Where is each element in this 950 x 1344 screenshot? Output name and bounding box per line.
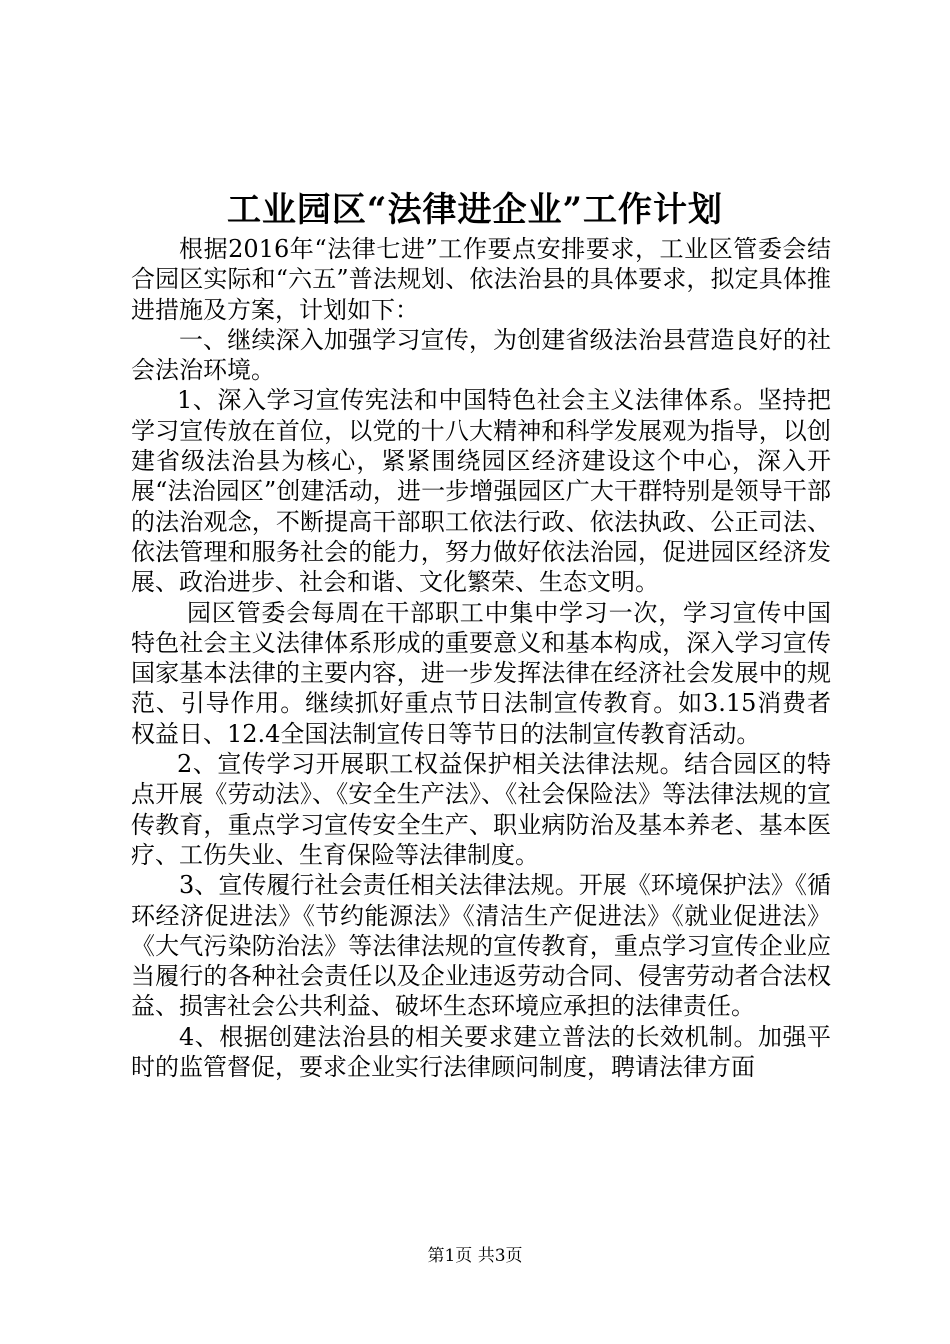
document-title: 工业园区“法律进企业”工作计划 [226,190,724,230]
paragraph-item-4: 4、根据创建法治县的相关要求建立普法的长效机制。加强平时的监管督促，要求企业实行法律顾问制度，聘请法律方面 [131,1022,831,1082]
paragraph-intro: 根据2016年“法律七进”工作要点安排要求，工业区管委会结合园区实际和“六五”普法规划、依法治县的具体要求，拟定具体推进措施及方案，计划如下： [131,235,831,324]
document-body [131,234,831,1082]
paragraph-item-3: 3、宣传履行社会责任相关法律法规。开展《环境保护法》《循环经济促进法》《节约能源法》《清洁生产促进法》《就业促进法》《大气污染防治法》等法律法规的宣传教育，重点学习宣传企业应当履行的各种社会责任以及企业违返劳动合同、侵害劳动者合法权益、损害社会公共利益、破坏生态环境应承担的法律责任。 [131,871,831,1021]
paragraph-weekly-study: 园区管委会每周在干部职工中集中学习一次，学习宣传中国特色社会主义法律体系形成的重要意义和基本构成，深入学习宣传国家基本法律的主要内容，进一步发挥法律在经济社会发展中的规范、引导作用。继续抓好重点节日法制宣传教育。如3.15消费者权益日、12.4全国法制宣传日等节日的法制宣传教育活动。 [131,598,831,748]
paragraph-item-2: 2、宣传学习开展职工权益保护相关法律法规。结合园区的特点开展《劳动法》、《安全生产法》、《社会保险法》等法律法规的宣传教育，重点学习宣传安全生产、职业病防治及基本养老、基本医疗、工伤失业、生育保险等法律制度。 [131,750,831,869]
paragraph-item-1: 1、深入学习宣传宪法和中国特色社会主义法律体系。坚持把学习宣传放在首位，以党的十八大精神和科学发展观为指导，以创建省级法治县为核心，紧紧围绕园区经济建设这个中心，深入开展“法治园区”创建活动，进一步增强园区广大干群特别是领导干部的法治观念，不断提高干部职工依法行政、依法执政、公正司法、依法管理和服务社会的能力，努力做好依法治园，促进园区经济发展、政治进步、社会和谐、文化繁荣、生态文明。 [131,386,831,597]
page-footer: 第1页 共3页 [427,1246,523,1266]
paragraph-section-1-heading: 一、继续深入加强学习宣传，为创建省级法治县营造良好的社会法治环境。 [131,325,831,385]
